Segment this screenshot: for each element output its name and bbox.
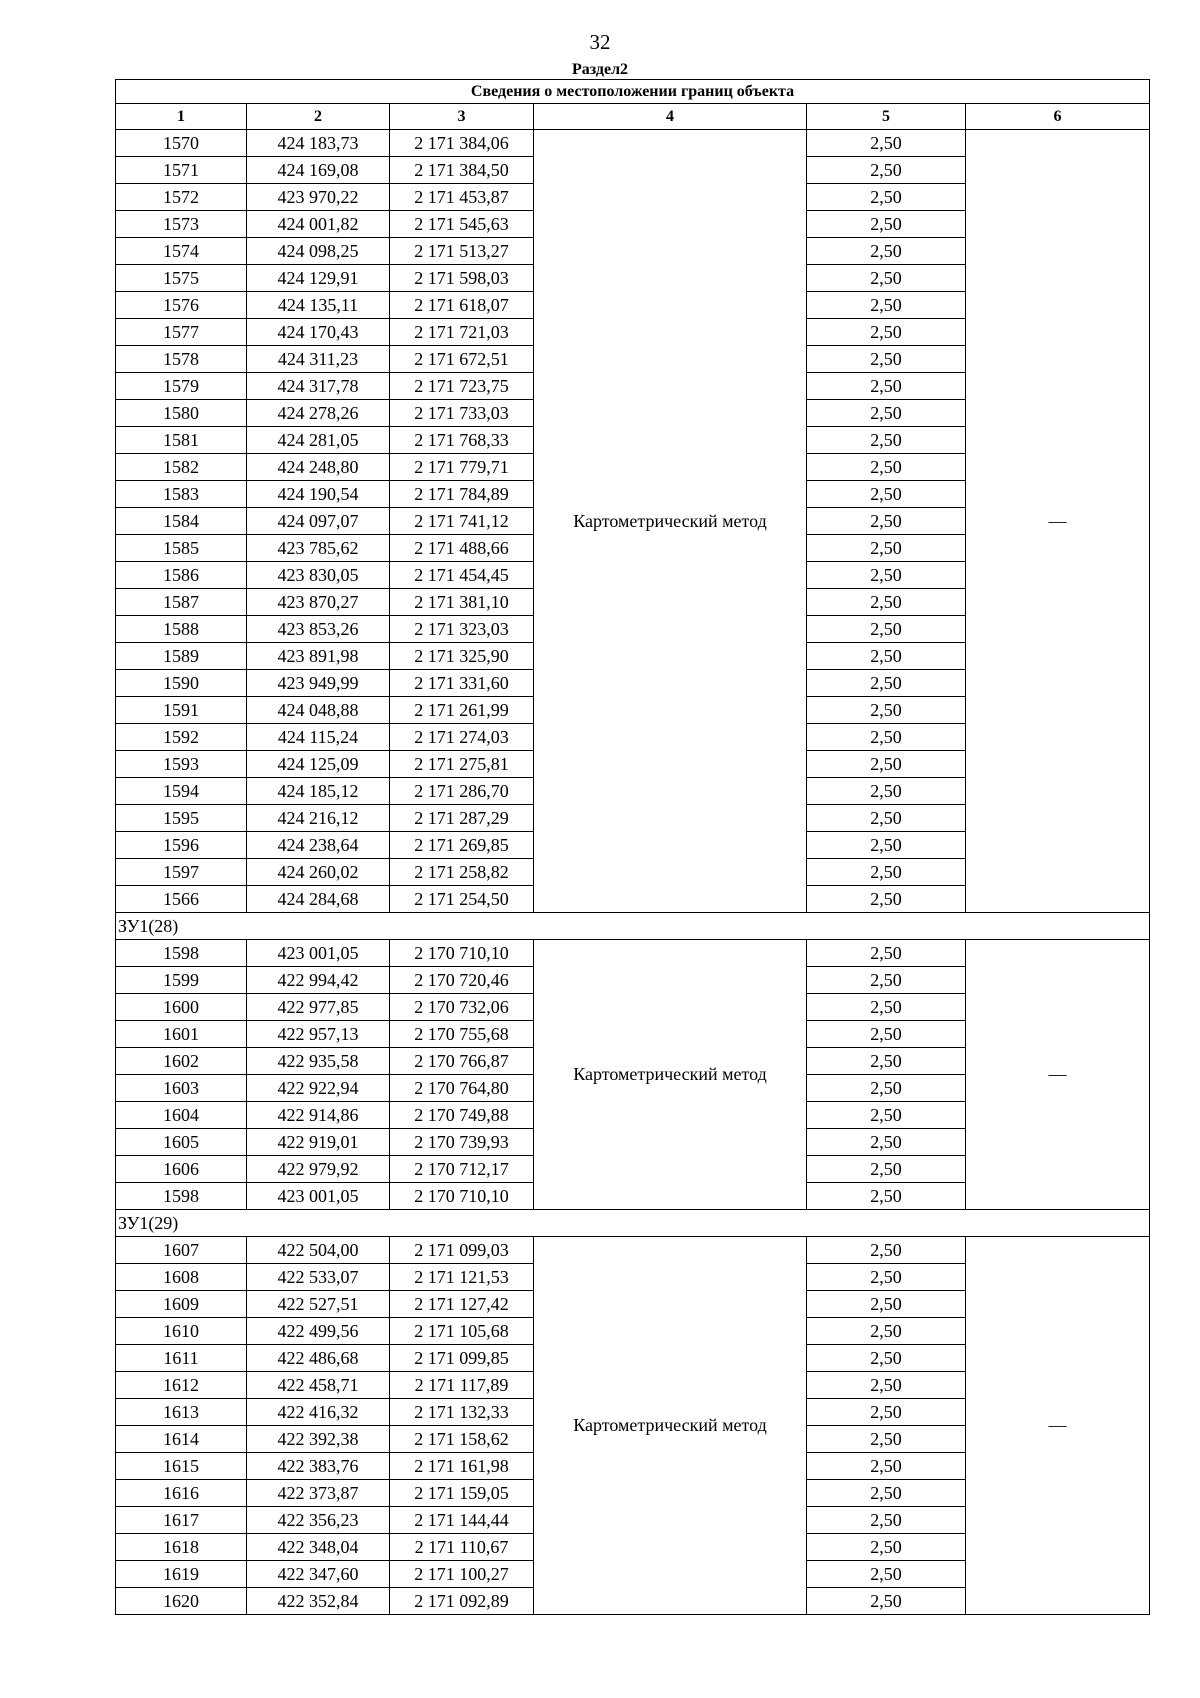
y-coordinate-cell: 2 170 732,06 (390, 994, 534, 1021)
y-coordinate-cell: 2 171 286,70 (390, 778, 534, 805)
y-coordinate-cell: 2 171 325,90 (390, 643, 534, 670)
accuracy-cell: 2,50 (807, 1156, 966, 1183)
accuracy-cell: 2,50 (807, 1453, 966, 1480)
point-number-cell: 1609 (116, 1291, 247, 1318)
x-coordinate-cell: 422 352,84 (247, 1588, 390, 1615)
accuracy-cell: 2,50 (807, 130, 966, 157)
point-number-cell: 1613 (116, 1399, 247, 1426)
accuracy-cell: 2,50 (807, 1237, 966, 1264)
column-header-row (116, 104, 1150, 130)
x-coordinate-cell: 422 347,60 (247, 1561, 390, 1588)
x-coordinate-cell: 422 922,94 (247, 1075, 390, 1102)
method-cell: Картометрический метод (534, 1237, 807, 1615)
y-coordinate-cell: 2 171 513,27 (390, 238, 534, 265)
x-coordinate-cell: 422 504,00 (247, 1237, 390, 1264)
y-coordinate-cell: 2 171 488,66 (390, 535, 534, 562)
accuracy-cell: 2,50 (807, 859, 966, 886)
point-number-cell: 1575 (116, 265, 247, 292)
y-coordinate-cell: 2 171 733,03 (390, 400, 534, 427)
accuracy-cell: 2,50 (807, 751, 966, 778)
point-number-cell: 1581 (116, 427, 247, 454)
point-number-cell: 1600 (116, 994, 247, 1021)
accuracy-cell: 2,50 (807, 184, 966, 211)
point-number-cell: 1582 (116, 454, 247, 481)
column-header-1: 1 (116, 104, 247, 130)
y-coordinate-cell: 2 171 768,33 (390, 427, 534, 454)
y-coordinate-cell: 2 171 144,44 (390, 1507, 534, 1534)
x-coordinate-cell: 422 957,13 (247, 1021, 390, 1048)
y-coordinate-cell: 2 170 749,88 (390, 1102, 534, 1129)
accuracy-cell: 2,50 (807, 967, 966, 994)
y-coordinate-cell: 2 171 784,89 (390, 481, 534, 508)
point-number-cell: 1603 (116, 1075, 247, 1102)
accuracy-cell: 2,50 (807, 157, 966, 184)
point-number-cell: 1580 (116, 400, 247, 427)
x-coordinate-cell: 422 356,23 (247, 1507, 390, 1534)
column-header-2: 2 (247, 104, 390, 130)
point-number-cell: 1617 (116, 1507, 247, 1534)
accuracy-cell: 2,50 (807, 1345, 966, 1372)
accuracy-cell: 2,50 (807, 1102, 966, 1129)
column-header-3: 3 (390, 104, 534, 130)
y-coordinate-cell: 2 171 721,03 (390, 319, 534, 346)
accuracy-cell: 2,50 (807, 832, 966, 859)
x-coordinate-cell: 422 499,56 (247, 1318, 390, 1345)
accuracy-cell: 2,50 (807, 1480, 966, 1507)
accuracy-cell: 2,50 (807, 1183, 966, 1210)
group-label-row (116, 1210, 1150, 1237)
accuracy-cell: 2,50 (807, 373, 966, 400)
point-number-cell: 1611 (116, 1345, 247, 1372)
y-coordinate-cell: 2 171 598,03 (390, 265, 534, 292)
accuracy-cell: 2,50 (807, 427, 966, 454)
x-coordinate-cell: 422 416,32 (247, 1399, 390, 1426)
column-header-4: 4 (534, 104, 807, 130)
y-coordinate-cell: 2 171 545,63 (390, 211, 534, 238)
accuracy-cell: 2,50 (807, 562, 966, 589)
x-coordinate-cell: 423 785,62 (247, 535, 390, 562)
point-number-cell: 1591 (116, 697, 247, 724)
y-coordinate-cell: 2 171 331,60 (390, 670, 534, 697)
x-coordinate-cell: 423 830,05 (247, 562, 390, 589)
x-coordinate-cell: 424 281,05 (247, 427, 390, 454)
x-coordinate-cell: 424 248,80 (247, 454, 390, 481)
y-coordinate-cell: 2 171 618,07 (390, 292, 534, 319)
point-number-cell: 1610 (116, 1318, 247, 1345)
x-coordinate-cell: 422 979,92 (247, 1156, 390, 1183)
point-number-cell: 1595 (116, 805, 247, 832)
point-number-cell: 1577 (116, 319, 247, 346)
point-number-cell: 1594 (116, 778, 247, 805)
x-coordinate-cell: 422 392,38 (247, 1426, 390, 1453)
column-header-5: 5 (807, 104, 966, 130)
point-number-cell: 1571 (116, 157, 247, 184)
x-coordinate-cell: 424 125,09 (247, 751, 390, 778)
accuracy-cell: 2,50 (807, 481, 966, 508)
point-number-cell: 1618 (116, 1534, 247, 1561)
accuracy-cell: 2,50 (807, 292, 966, 319)
y-coordinate-cell: 2 171 127,42 (390, 1291, 534, 1318)
x-coordinate-cell: 423 001,05 (247, 940, 390, 967)
y-coordinate-cell: 2 171 258,82 (390, 859, 534, 886)
y-coordinate-cell: 2 171 269,85 (390, 832, 534, 859)
table-row (116, 1237, 1150, 1264)
x-coordinate-cell: 423 949,99 (247, 670, 390, 697)
accuracy-cell: 2,50 (807, 1399, 966, 1426)
accuracy-cell: 2,50 (807, 805, 966, 832)
x-coordinate-cell: 424 183,73 (247, 130, 390, 157)
y-coordinate-cell: 2 171 261,99 (390, 697, 534, 724)
page-number: 32 (589, 30, 611, 54)
accuracy-cell: 2,50 (807, 1048, 966, 1075)
x-coordinate-cell: 424 311,23 (247, 346, 390, 373)
method-cell: Картометрический метод (534, 130, 807, 913)
point-number-cell: 1605 (116, 1129, 247, 1156)
accuracy-cell: 2,50 (807, 1021, 966, 1048)
point-number-cell: 1597 (116, 859, 247, 886)
accuracy-cell: 2,50 (807, 1507, 966, 1534)
point-number-cell: 1578 (116, 346, 247, 373)
y-coordinate-cell: 2 171 132,33 (390, 1399, 534, 1426)
boundary-coordinates-table (115, 79, 1150, 1615)
accuracy-cell: 2,50 (807, 211, 966, 238)
point-number-cell: 1570 (116, 130, 247, 157)
section-title: Раздел2 (571, 61, 629, 78)
y-coordinate-cell: 2 171 254,50 (390, 886, 534, 913)
x-coordinate-cell: 424 216,12 (247, 805, 390, 832)
accuracy-cell: 2,50 (807, 724, 966, 751)
point-number-cell: 1586 (116, 562, 247, 589)
y-coordinate-cell: 2 170 755,68 (390, 1021, 534, 1048)
table-caption: Сведения о местоположении границ объекта (116, 80, 1150, 104)
accuracy-cell: 2,50 (807, 1264, 966, 1291)
accuracy-cell: 2,50 (807, 1588, 966, 1615)
y-coordinate-cell: 2 170 712,17 (390, 1156, 534, 1183)
x-coordinate-cell: 422 373,87 (247, 1480, 390, 1507)
y-coordinate-cell: 2 170 766,87 (390, 1048, 534, 1075)
point-number-cell: 1616 (116, 1480, 247, 1507)
group-label: ЗУ1(29) (116, 1210, 1150, 1237)
accuracy-cell: 2,50 (807, 589, 966, 616)
x-coordinate-cell: 422 919,01 (247, 1129, 390, 1156)
point-number-cell: 1592 (116, 724, 247, 751)
accuracy-cell: 2,50 (807, 535, 966, 562)
y-coordinate-cell: 2 171 741,12 (390, 508, 534, 535)
accuracy-cell: 2,50 (807, 778, 966, 805)
point-number-cell: 1599 (116, 967, 247, 994)
y-coordinate-cell: 2 171 099,03 (390, 1237, 534, 1264)
point-number-cell: 1602 (116, 1048, 247, 1075)
accuracy-cell: 2,50 (807, 697, 966, 724)
point-number-cell: 1589 (116, 643, 247, 670)
accuracy-cell: 2,50 (807, 1534, 966, 1561)
note-cell: — (966, 940, 1150, 1210)
accuracy-cell: 2,50 (807, 1561, 966, 1588)
column-header-6: 6 (966, 104, 1150, 130)
x-coordinate-cell: 424 001,82 (247, 211, 390, 238)
x-coordinate-cell: 422 348,04 (247, 1534, 390, 1561)
accuracy-cell: 2,50 (807, 265, 966, 292)
x-coordinate-cell: 424 284,68 (247, 886, 390, 913)
y-coordinate-cell: 2 171 121,53 (390, 1264, 534, 1291)
accuracy-cell: 2,50 (807, 400, 966, 427)
accuracy-cell: 2,50 (807, 1129, 966, 1156)
point-number-cell: 1573 (116, 211, 247, 238)
accuracy-cell: 2,50 (807, 886, 966, 913)
x-coordinate-cell: 424 169,08 (247, 157, 390, 184)
point-number-cell: 1612 (116, 1372, 247, 1399)
point-number-cell: 1614 (116, 1426, 247, 1453)
point-number-cell: 1596 (116, 832, 247, 859)
y-coordinate-cell: 2 171 287,29 (390, 805, 534, 832)
y-coordinate-cell: 2 171 453,87 (390, 184, 534, 211)
point-number-cell: 1583 (116, 481, 247, 508)
point-number-cell: 1579 (116, 373, 247, 400)
x-coordinate-cell: 424 185,12 (247, 778, 390, 805)
y-coordinate-cell: 2 171 454,45 (390, 562, 534, 589)
note-cell: — (966, 1237, 1150, 1615)
y-coordinate-cell: 2 171 105,68 (390, 1318, 534, 1345)
point-number-cell: 1598 (116, 1183, 247, 1210)
x-coordinate-cell: 424 115,24 (247, 724, 390, 751)
accuracy-cell: 2,50 (807, 454, 966, 481)
y-coordinate-cell: 2 171 381,10 (390, 589, 534, 616)
x-coordinate-cell: 423 853,26 (247, 616, 390, 643)
point-number-cell: 1619 (116, 1561, 247, 1588)
accuracy-cell: 2,50 (807, 1318, 966, 1345)
x-coordinate-cell: 422 994,42 (247, 967, 390, 994)
point-number-cell: 1606 (116, 1156, 247, 1183)
x-coordinate-cell: 423 970,22 (247, 184, 390, 211)
y-coordinate-cell: 2 171 159,05 (390, 1480, 534, 1507)
y-coordinate-cell: 2 170 739,93 (390, 1129, 534, 1156)
y-coordinate-cell: 2 171 092,89 (390, 1588, 534, 1615)
point-number-cell: 1601 (116, 1021, 247, 1048)
y-coordinate-cell: 2 171 158,62 (390, 1426, 534, 1453)
accuracy-cell: 2,50 (807, 1075, 966, 1102)
x-coordinate-cell: 424 170,43 (247, 319, 390, 346)
accuracy-cell: 2,50 (807, 1426, 966, 1453)
accuracy-cell: 2,50 (807, 508, 966, 535)
point-number-cell: 1576 (116, 292, 247, 319)
x-coordinate-cell: 423 001,05 (247, 1183, 390, 1210)
x-coordinate-cell: 422 458,71 (247, 1372, 390, 1399)
point-number-cell: 1608 (116, 1264, 247, 1291)
point-number-cell: 1604 (116, 1102, 247, 1129)
y-coordinate-cell: 2 171 161,98 (390, 1453, 534, 1480)
x-coordinate-cell: 423 891,98 (247, 643, 390, 670)
x-coordinate-cell: 424 097,07 (247, 508, 390, 535)
y-coordinate-cell: 2 171 384,06 (390, 130, 534, 157)
accuracy-cell: 2,50 (807, 1372, 966, 1399)
point-number-cell: 1587 (116, 589, 247, 616)
point-number-cell: 1620 (116, 1588, 247, 1615)
x-coordinate-cell: 424 129,91 (247, 265, 390, 292)
accuracy-cell: 2,50 (807, 616, 966, 643)
x-coordinate-cell: 424 190,54 (247, 481, 390, 508)
table-row (116, 940, 1150, 967)
x-coordinate-cell: 424 048,88 (247, 697, 390, 724)
accuracy-cell: 2,50 (807, 994, 966, 1021)
y-coordinate-cell: 2 171 099,85 (390, 1345, 534, 1372)
x-coordinate-cell: 422 527,51 (247, 1291, 390, 1318)
y-coordinate-cell: 2 171 275,81 (390, 751, 534, 778)
x-coordinate-cell: 422 533,07 (247, 1264, 390, 1291)
point-number-cell: 1593 (116, 751, 247, 778)
point-number-cell: 1566 (116, 886, 247, 913)
y-coordinate-cell: 2 170 710,10 (390, 1183, 534, 1210)
accuracy-cell: 2,50 (807, 238, 966, 265)
x-coordinate-cell: 424 278,26 (247, 400, 390, 427)
y-coordinate-cell: 2 171 110,67 (390, 1534, 534, 1561)
point-number-cell: 1607 (116, 1237, 247, 1264)
table-row (116, 130, 1150, 157)
accuracy-cell: 2,50 (807, 319, 966, 346)
accuracy-cell: 2,50 (807, 1291, 966, 1318)
point-number-cell: 1572 (116, 184, 247, 211)
point-number-cell: 1585 (116, 535, 247, 562)
note-cell: — (966, 130, 1150, 913)
group-label: ЗУ1(28) (116, 913, 1150, 940)
point-number-cell: 1588 (116, 616, 247, 643)
accuracy-cell: 2,50 (807, 643, 966, 670)
accuracy-cell: 2,50 (807, 346, 966, 373)
x-coordinate-cell: 424 238,64 (247, 832, 390, 859)
y-coordinate-cell: 2 171 274,03 (390, 724, 534, 751)
method-cell: Картометрический метод (534, 940, 807, 1210)
group-label-row (116, 913, 1150, 940)
accuracy-cell: 2,50 (807, 670, 966, 697)
accuracy-cell: 2,50 (807, 940, 966, 967)
x-coordinate-cell: 424 317,78 (247, 373, 390, 400)
x-coordinate-cell: 424 098,25 (247, 238, 390, 265)
point-number-cell: 1590 (116, 670, 247, 697)
y-coordinate-cell: 2 170 764,80 (390, 1075, 534, 1102)
x-coordinate-cell: 422 977,85 (247, 994, 390, 1021)
y-coordinate-cell: 2 170 710,10 (390, 940, 534, 967)
y-coordinate-cell: 2 171 117,89 (390, 1372, 534, 1399)
y-coordinate-cell: 2 171 779,71 (390, 454, 534, 481)
x-coordinate-cell: 424 260,02 (247, 859, 390, 886)
x-coordinate-cell: 422 486,68 (247, 1345, 390, 1372)
point-number-cell: 1584 (116, 508, 247, 535)
point-number-cell: 1615 (116, 1453, 247, 1480)
y-coordinate-cell: 2 171 323,03 (390, 616, 534, 643)
x-coordinate-cell: 423 870,27 (247, 589, 390, 616)
point-number-cell: 1598 (116, 940, 247, 967)
x-coordinate-cell: 422 383,76 (247, 1453, 390, 1480)
y-coordinate-cell: 2 171 672,51 (390, 346, 534, 373)
x-coordinate-cell: 422 914,86 (247, 1102, 390, 1129)
y-coordinate-cell: 2 171 723,75 (390, 373, 534, 400)
y-coordinate-cell: 2 171 384,50 (390, 157, 534, 184)
y-coordinate-cell: 2 170 720,46 (390, 967, 534, 994)
y-coordinate-cell: 2 171 100,27 (390, 1561, 534, 1588)
x-coordinate-cell: 424 135,11 (247, 292, 390, 319)
x-coordinate-cell: 422 935,58 (247, 1048, 390, 1075)
point-number-cell: 1574 (116, 238, 247, 265)
